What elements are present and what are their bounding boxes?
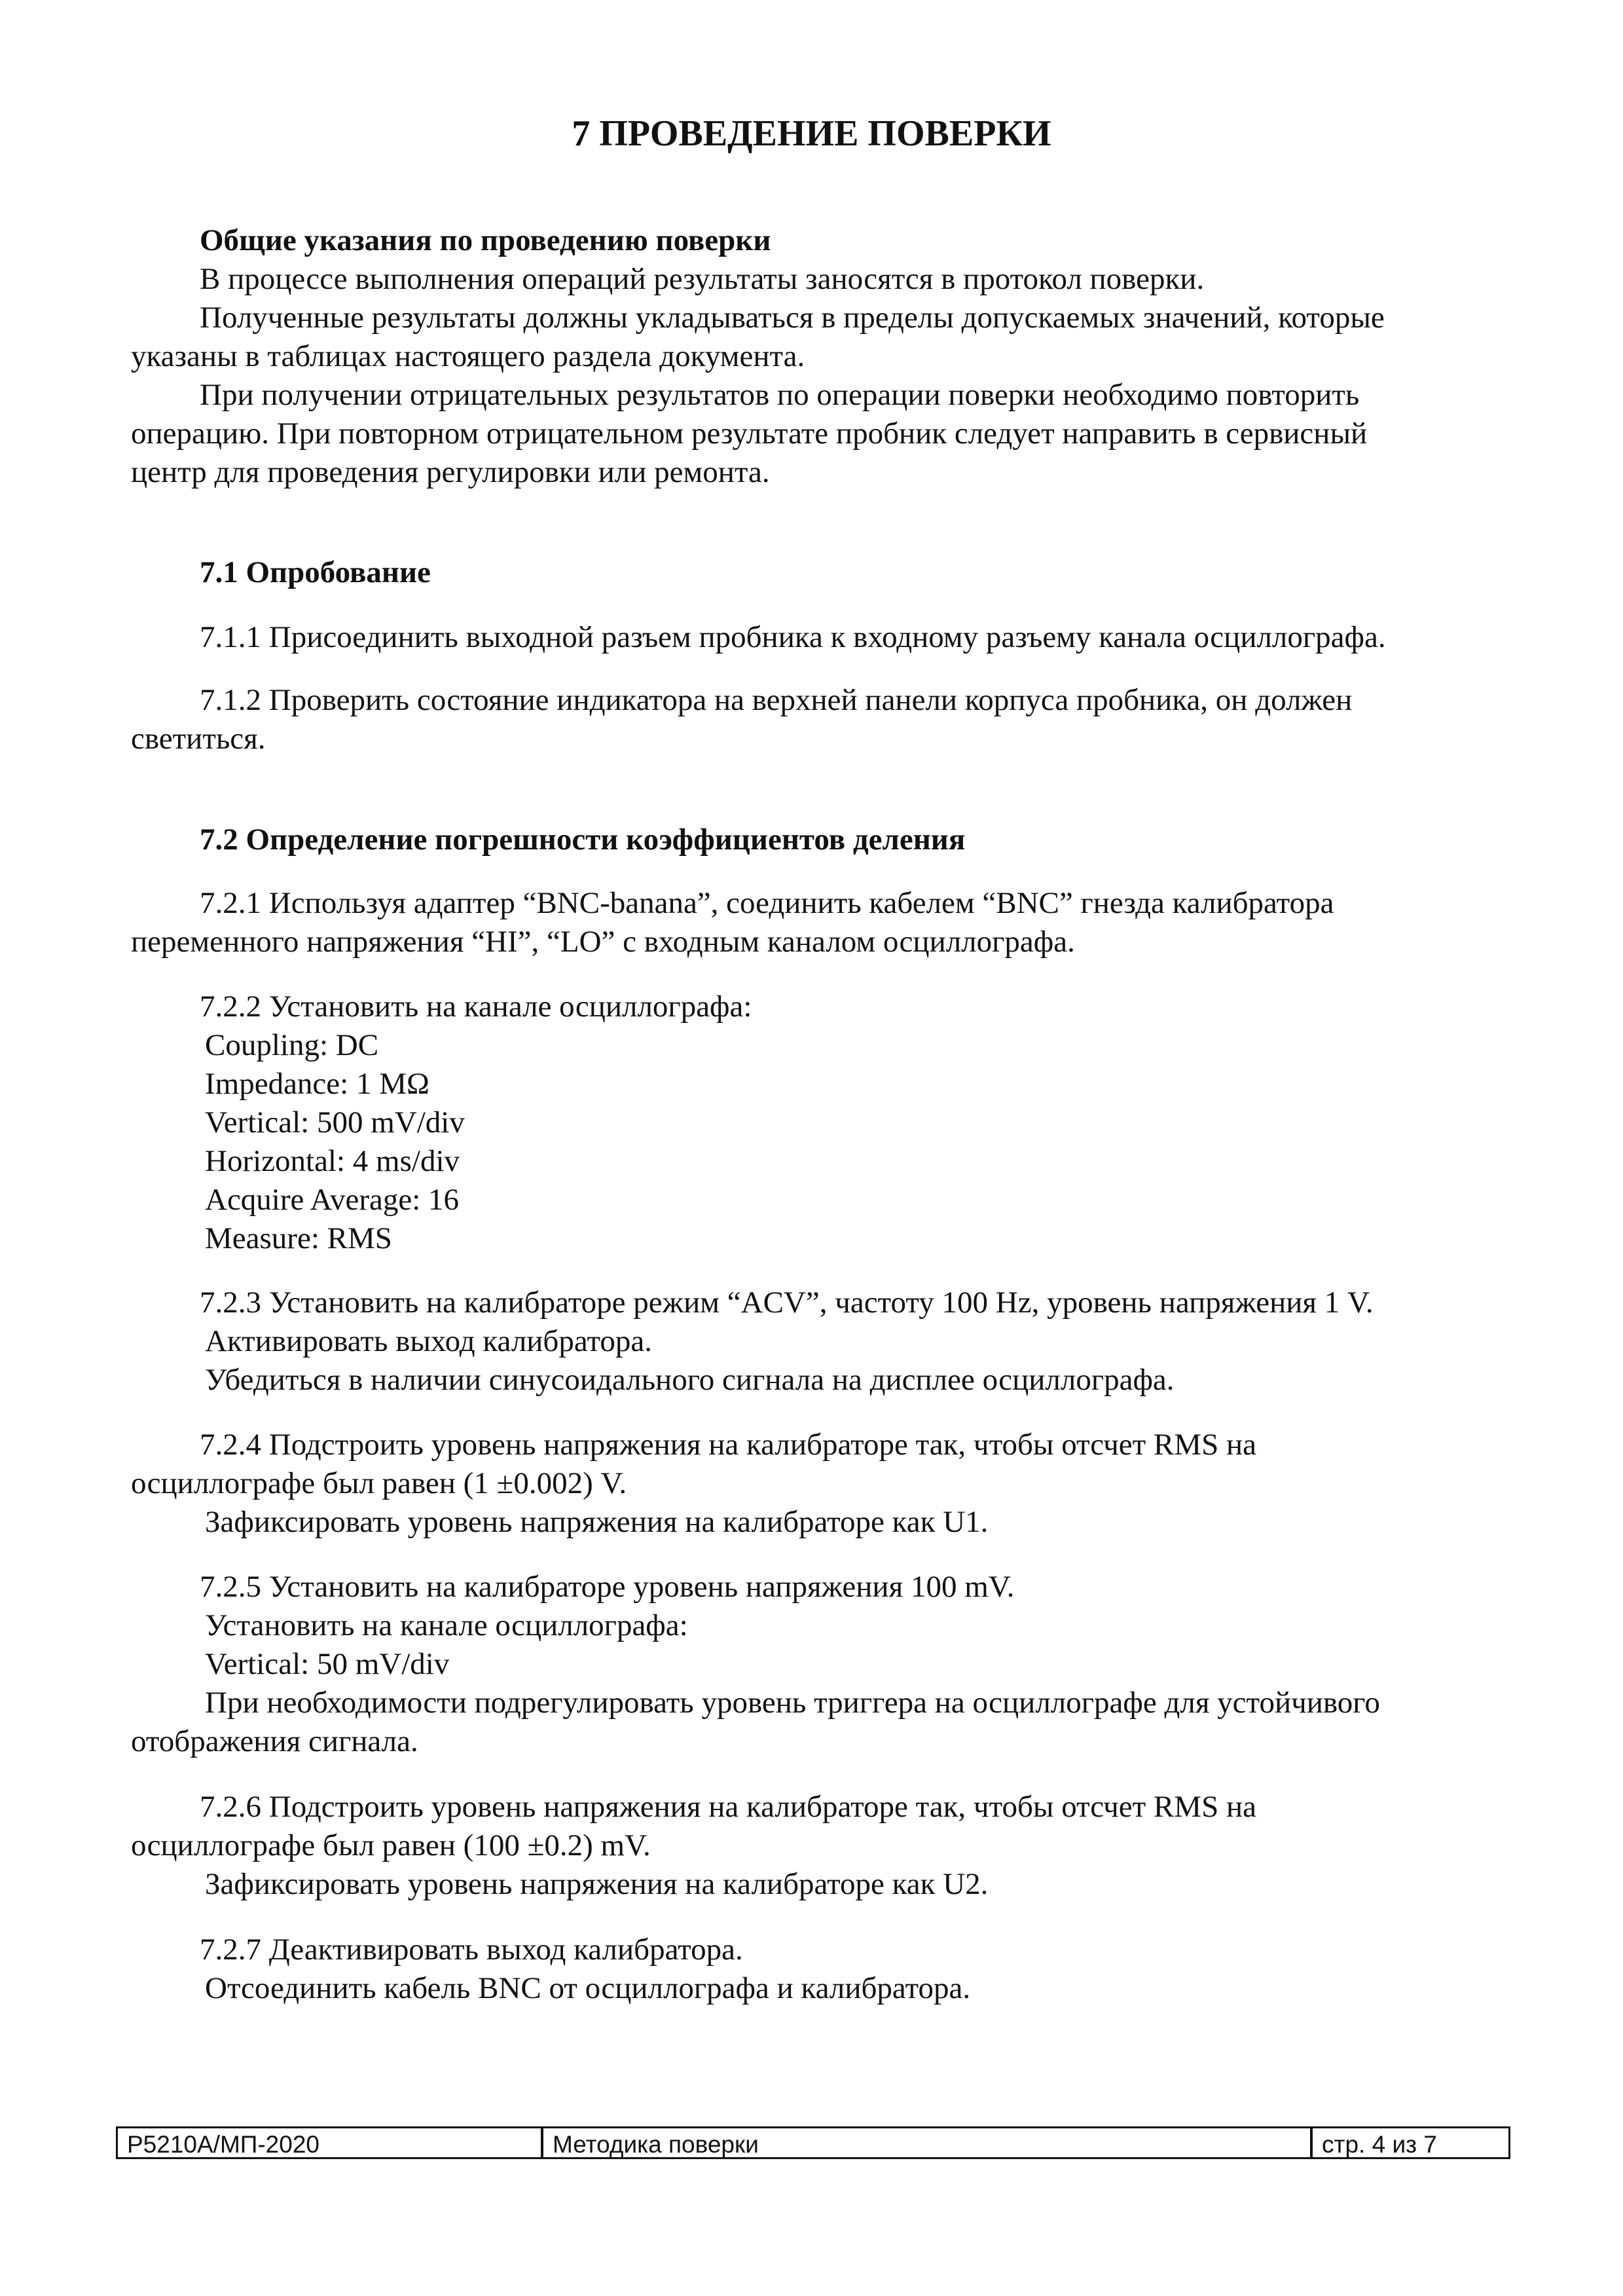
item-7-2-4-line2: осциллографе был равен (1 ±0.002) V. [131, 1466, 627, 1500]
setting-coupling: Coupling: DC [205, 1028, 379, 1062]
section-7-1-heading: 7.1 Опробование [200, 555, 431, 589]
item-7-2-7-line2: Отсоединить кабель BNC от осциллографа и калибратора. [205, 1971, 971, 2005]
general-p3-line2: операцию. При повторном отрицательном результате пробник следует направить в сервисный [131, 417, 1368, 451]
item-7-2-6-line1: 7.2.6 Подстроить уровень напряжения на калибраторе так, чтобы отсчет RMS на [200, 1790, 1256, 1824]
page-title: 7 ПРОВЕДЕНИЕ ПОВЕРКИ [572, 113, 1051, 154]
footer-page-number: стр. 4 из 7 [1322, 2131, 1437, 2157]
item-7-2-1-line2: переменного напряжения “HI”, “LO” с входным каналом осциллографа. [131, 925, 1075, 959]
item-7-2-4-line1: 7.2.4 Подстроить уровень напряжения на калибраторе так, чтобы отсчет RMS на [200, 1428, 1256, 1462]
item-7-2-4-line3: Зафиксировать уровень напряжения на калибраторе как U1. [205, 1505, 989, 1539]
item-7-2-3-line1: 7.2.3 Установить на калибраторе режим “ACV”, частоту 100 Hz, уровень напряжения 1 V. [200, 1286, 1374, 1320]
general-heading: Общие указания по проведению поверки [200, 223, 771, 257]
footer-doc-title: Методика поверки [543, 2128, 1313, 2157]
item-7-2-6-line3: Зафиксировать уровень напряжения на калибраторе как U2. [205, 1867, 989, 1901]
item-7-2-2-head: 7.2.2 Установить на канале осциллографа: [200, 990, 752, 1024]
section-7-2-heading: 7.2 Определение погрешности коэффициентов деления [200, 823, 966, 857]
setting-acquire-average: Acquire Average: 16 [205, 1183, 460, 1217]
footer-doc-code: Р5210А/МП-2020 [118, 2128, 543, 2157]
general-p2-line2: указаны в таблицах настоящего раздела документа. [131, 339, 805, 373]
item-7-2-3-line2: Активировать выход калибратора. [205, 1324, 653, 1358]
item-7-2-3-line3: Убедиться в наличии синусоидального сигнала на дисплее осциллографа. [205, 1363, 1175, 1397]
setting-impedance: Impedance: 1 MΩ [205, 1067, 429, 1101]
general-p1: В процессе выполнения операций результаты заносятся в протокол поверки. [200, 262, 1205, 296]
item-7-1-1: 7.1.1 Присоединить выходной разъем пробника к входному разъему канала осциллографа. [200, 620, 1386, 654]
setting-horizontal: Horizontal: 4 ms/div [205, 1144, 460, 1178]
setting-vertical: Vertical: 500 mV/div [205, 1105, 465, 1139]
item-7-2-5-line5: отображения сигнала. [131, 1724, 418, 1758]
item-7-2-5-line4: При необходимости подрегулировать уровень триггера на осциллографе для устойчивого [205, 1686, 1380, 1720]
item-7-2-1-line1: 7.2.1 Используя адаптер “BNC-banana”, соединить кабелем “BNC” гнезда калибратора [200, 886, 1334, 920]
footer-stamp [116, 2126, 1510, 2159]
item-7-2-5-line2: Установить на канале осциллографа: [205, 1608, 688, 1642]
item-7-2-6-line2: осциллографе был равен (100 ±0.2) mV. [131, 1828, 651, 1862]
item-7-2-5-line1: 7.2.5 Установить на калибраторе уровень напряжения 100 mV. [200, 1570, 1015, 1604]
general-p3-line3: центр для проведения регулировки или ремонта. [131, 455, 770, 489]
general-p3-line1: При получении отрицательных результатов по операции поверки необходимо повторить [200, 378, 1360, 412]
item-7-2-5-line3: Vertical: 50 mV/div [205, 1647, 450, 1681]
general-p2-line1: Полученные результаты должны укладываться в пределы допускаемых значений, которые [200, 301, 1385, 335]
item-7-2-7-line1: 7.2.7 Деактивировать выход калибратора. [200, 1933, 743, 1967]
item-7-1-2-line1: 7.1.2 Проверить состояние индикатора на верхней панели корпуса пробника, он должен [200, 683, 1353, 717]
item-7-1-2-line2: светиться. [131, 722, 266, 756]
setting-measure: Measure: RMS [205, 1221, 392, 1255]
